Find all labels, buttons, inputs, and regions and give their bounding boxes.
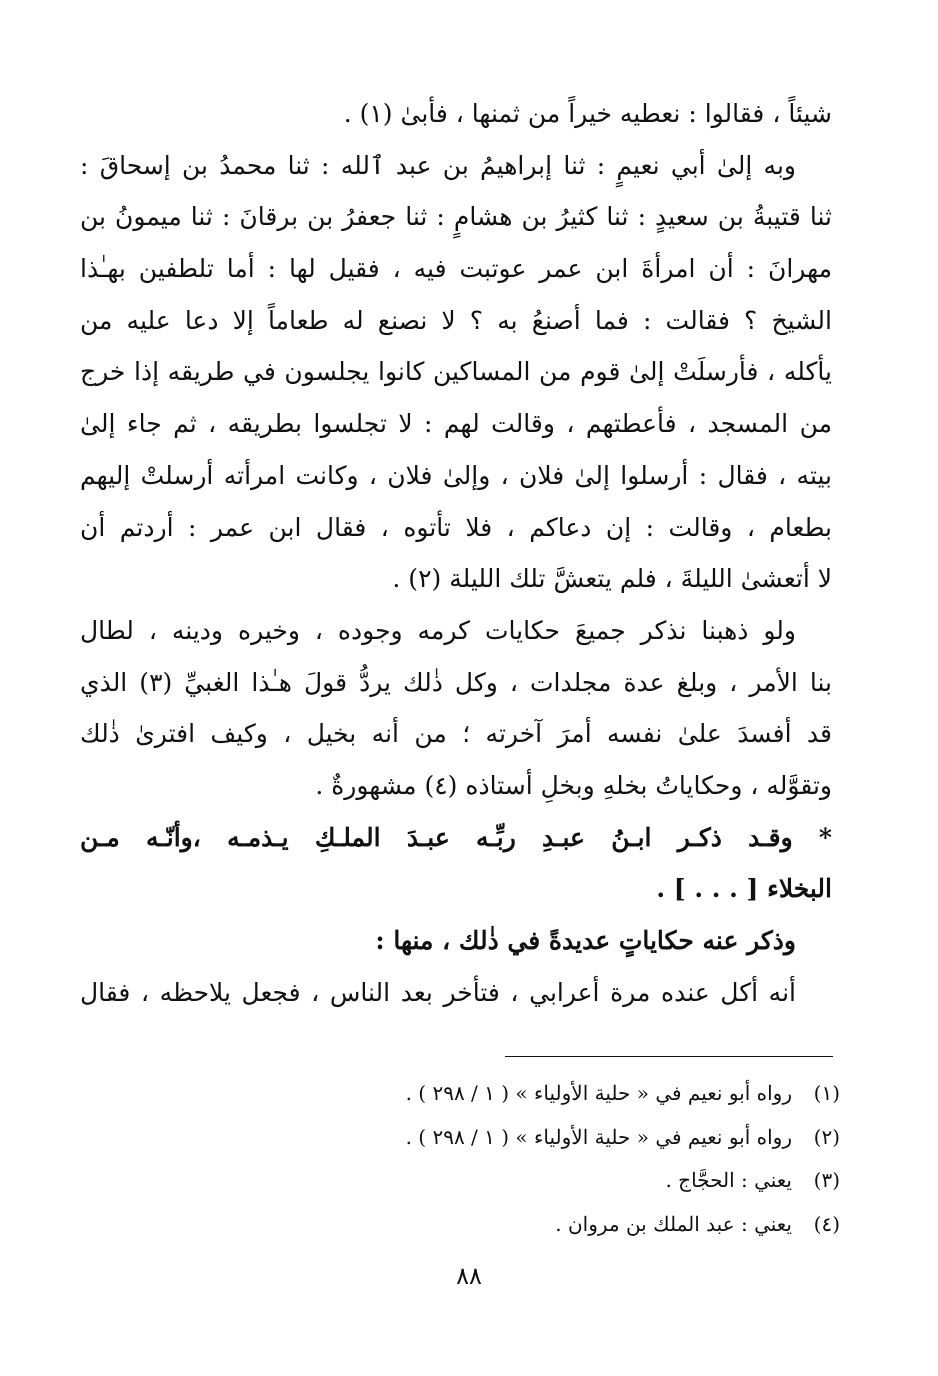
text-line: ثنا قتيبةُ بن سعيدٍ : ثنا كثيرُ بن هشامٍ : ثنا جعفرُ بن برقانَ : ثنا ميمونُ بن: [80, 202, 832, 232]
text-line: قد أفسدَ علىٰ نفسه أمرَ آخرته ؛ من أنه بخيل ، وكيف افترىٰ ذٰلك: [80, 719, 832, 749]
footnote-separator: [505, 1056, 833, 1057]
text-line: شيئاً ، فقالوا : نعطيه خيراً من ثمنها ، فأبىٰ (١) .: [343, 99, 832, 128]
footnote-number: (٤): [813, 1211, 840, 1236]
text-line: وتقوَّله ، وحكاياتُ بخلهِ وبخلِ أستاذه (٤) مشهورةٌ .: [315, 770, 832, 800]
footnote-text: يعني : عبد الملك بن مروان .: [555, 1211, 792, 1236]
main-text: [80, 88, 832, 1018]
text-line: أنه أكل عنده مرة أعرابي ، فتأخر بعد الناس ، فجعل يلاحظه ، فقال: [80, 977, 796, 1007]
text-line-bold: * وقـد ذكـر ابـنُ عبـدِ ربِّـه عبـدَ الملـكِ يـذمـه ،وأنّـه مـن: [80, 822, 832, 852]
text-line: لا أتعشىٰ الليلةَ ، فلم يتعشَّ تلك الليلة (٢) .: [392, 564, 832, 594]
footnote: [300, 1072, 840, 1116]
text-line: بنا الأمر ، وبلغ عدة مجلدات ، وكل ذٰلك يردُّ قولَ هـٰذا الغبيِّ (٣) الذي: [80, 667, 832, 697]
footnote: [300, 1159, 840, 1203]
text-line: يأكله ، فأرسلَتْ إلىٰ قوم من المساكين كانوا يجلسون في طريقه إذا خرج: [80, 357, 832, 387]
text-line: بطعام ، وقالت : إن دعاكم ، فلا تأتوه ، فقال ابن عمر : أردتم أن: [80, 512, 832, 542]
footnote-text: رواه أبو نعيم في « حلية الأولياء » ( ١ / ٢٩٨ ) .: [405, 1081, 792, 1105]
text-line: الشيخ ؟ فقالت : فما أصنعُ به ؟ لا نصنع له طعاماً إلا دعا عليه من: [80, 305, 832, 335]
text-line: وبه إلىٰ أبي نعيمٍ : ثنا إبراهيمُ بن عبد ٱلله : ثنا محمدُ بن إسحاقَ :: [80, 150, 796, 180]
footnote-text: يعني : الحجَّاج .: [665, 1168, 792, 1192]
footnote-number: (١): [813, 1081, 840, 1105]
footnote: [300, 1116, 840, 1160]
text-line-bold: البخلاء [ . . . ] .: [656, 874, 832, 904]
text-line: ولو ذهبنا نذكر جميعَ حكايات كرمه وجوده ، وخيره ودينه ، لطال: [80, 615, 796, 645]
text-line: من المسجد ، فأعطتهم ، وقالت لهم : لا تجلسوا بطريقه ، ثم جاء إلىٰ: [80, 409, 832, 439]
footnote-text: رواه أبو نعيم في « حلية الأولياء » ( ١ / ٢٩٨ ) .: [405, 1124, 792, 1149]
footnote: [300, 1203, 840, 1247]
text-line: بيته ، فقال : أرسلوا إلىٰ فلان ، وإلىٰ فلان ، وكانت امرأته أرسلتْ إليهم: [80, 460, 832, 490]
footnote-number: (٣): [813, 1168, 840, 1192]
footnotes: [300, 1072, 840, 1246]
text-line: مهرانَ : أن امرأةَ ابن عمر عوتبت فيه ، فقيل لها : أما تلطفين بهـٰذا: [80, 254, 832, 284]
text-line-bold: وذكر عنه حكاياتٍ عديدةً في ذٰلك ، منها :: [375, 926, 796, 955]
page-number: ٨٨: [456, 1262, 482, 1290]
footnote-number: (٢): [813, 1124, 840, 1149]
